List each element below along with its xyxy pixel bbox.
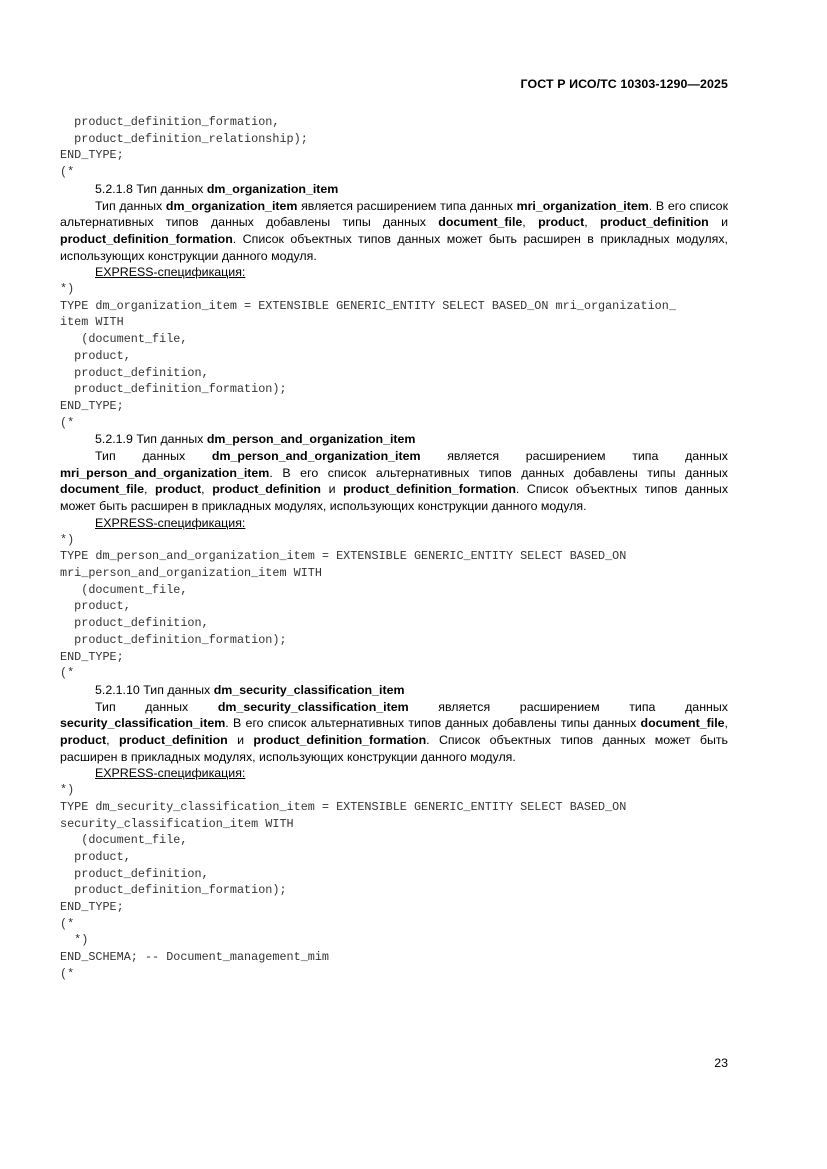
text-run: и [708, 215, 729, 230]
express-spec-label: EXPRESS-спецификация: [95, 766, 246, 781]
section-number: 5.2.1.10 [95, 682, 140, 697]
text-run: , [106, 733, 119, 748]
type-name-bold: product [60, 733, 107, 748]
text-run: и [320, 482, 344, 497]
express-spec-label: EXPRESS-спецификация: [95, 515, 246, 530]
section-type-name: dm_person_and_organization_item [206, 432, 416, 447]
type-name-bold: product_definition [599, 215, 709, 230]
text-run: является расширением типа данных [297, 198, 517, 213]
text-run: , [522, 215, 539, 230]
text-run: и [227, 733, 254, 748]
text-run: . Список объектных типов данных может быть расширен в прикладных модулях, использующих конструкции данного модуля. [60, 482, 729, 514]
section-heading [60, 682, 728, 699]
section-heading [60, 431, 728, 448]
express-code-block: *) TYPE dm_person_and_organization_item = EXTENSIBLE GENERIC_ENTITY SELECT BASED_ON mri_person_and_organization_item WITH (document_file, product, product_definition, product_definition_formation); END_TYPE; (* [60, 532, 627, 681]
text-run: , [144, 482, 156, 497]
section-prefix: Тип данных [143, 682, 211, 697]
section-prefix: Тип данных [136, 181, 204, 196]
express-spec-label: EXPRESS-спецификация: [95, 265, 246, 280]
text-run: является расширением типа данных [408, 699, 728, 714]
express-code-block: product_definition_formation, product_definition_relationship); END_TYPE; (* [60, 115, 308, 180]
text-run: является расширением типа данных [420, 449, 728, 464]
text-run: Тип данных [95, 699, 218, 714]
description-paragraph [60, 448, 728, 515]
text-run: . Список объектных типов данных может быть расширен в прикладных модулях, использующих конструкции данного модуля. [60, 733, 729, 764]
document-header: ГОСТ Р ИСО/ТС 10303-1290—2025 [520, 77, 728, 91]
text-run: , [724, 716, 728, 731]
section-heading [60, 181, 728, 198]
type-name-bold: document_file [60, 482, 144, 497]
description-paragraph [60, 699, 728, 766]
type-name-bold: document_file [640, 716, 725, 731]
section-type-name: dm_organization_item [206, 181, 339, 196]
type-name-bold: mri_person_and_organization_item [60, 465, 270, 480]
type-name-bold: dm_person_and_organization_item [211, 449, 421, 464]
text-run: . В его список альтернативных типов данных добавлены типы данных [269, 465, 728, 480]
type-name-bold: product_definition [212, 482, 321, 497]
type-name-bold: product_definition_formation [253, 733, 427, 748]
section-number: 5.2.1.8 [95, 181, 133, 196]
type-name-bold: mri_organization_item [516, 198, 649, 213]
text-run: Тип данных [95, 198, 166, 213]
type-name-bold: product [538, 215, 585, 230]
description-paragraph [60, 198, 728, 265]
type-name-bold: product [155, 482, 202, 497]
text-run: Тип данных [95, 449, 212, 464]
document-body [60, 114, 728, 983]
type-name-bold: dm_organization_item [165, 198, 298, 213]
text-run: . В его список альтернативных типов данных добавлены типы данных [225, 716, 641, 731]
express-code-block: *) TYPE dm_security_classification_item = EXTENSIBLE GENERIC_ENTITY SELECT BASED_ON security_classification_item WITH (document_file, product, product_definition, product_definition_formation); END_TYPE; (* *) END_SCHEMA; -- Document_management_mim (* [60, 783, 627, 981]
page-number: 23 [714, 1056, 728, 1070]
type-name-bold: product_definition [118, 733, 228, 748]
text-run: , [201, 482, 213, 497]
text-run: . Список объектных типов данных может быть расширен в прикладных модулях, использующих конструкции данного модуля. [60, 231, 728, 263]
text-run: . В его список альтернативных типов данных добавлены типы данных [60, 198, 728, 230]
text-run: , [584, 215, 600, 230]
section-type-name: dm_security_classification_item [213, 682, 405, 697]
express-code-block: *) TYPE dm_organization_item = EXTENSIBLE GENERIC_ENTITY SELECT BASED_ON mri_organization_ item WITH (document_file, product, product_definition, product_definition_formation); END_TYPE; (* [60, 282, 676, 430]
type-name-bold: product_definition_formation [60, 231, 233, 246]
type-name-bold: product_definition_formation [343, 482, 516, 497]
type-name-bold: dm_security_classification_item [217, 699, 409, 714]
type-name-bold: document_file [438, 215, 523, 230]
section-number: 5.2.1.9 [95, 432, 133, 447]
type-name-bold: security_classification_item [60, 716, 226, 731]
section-prefix: Тип данных [136, 432, 204, 447]
